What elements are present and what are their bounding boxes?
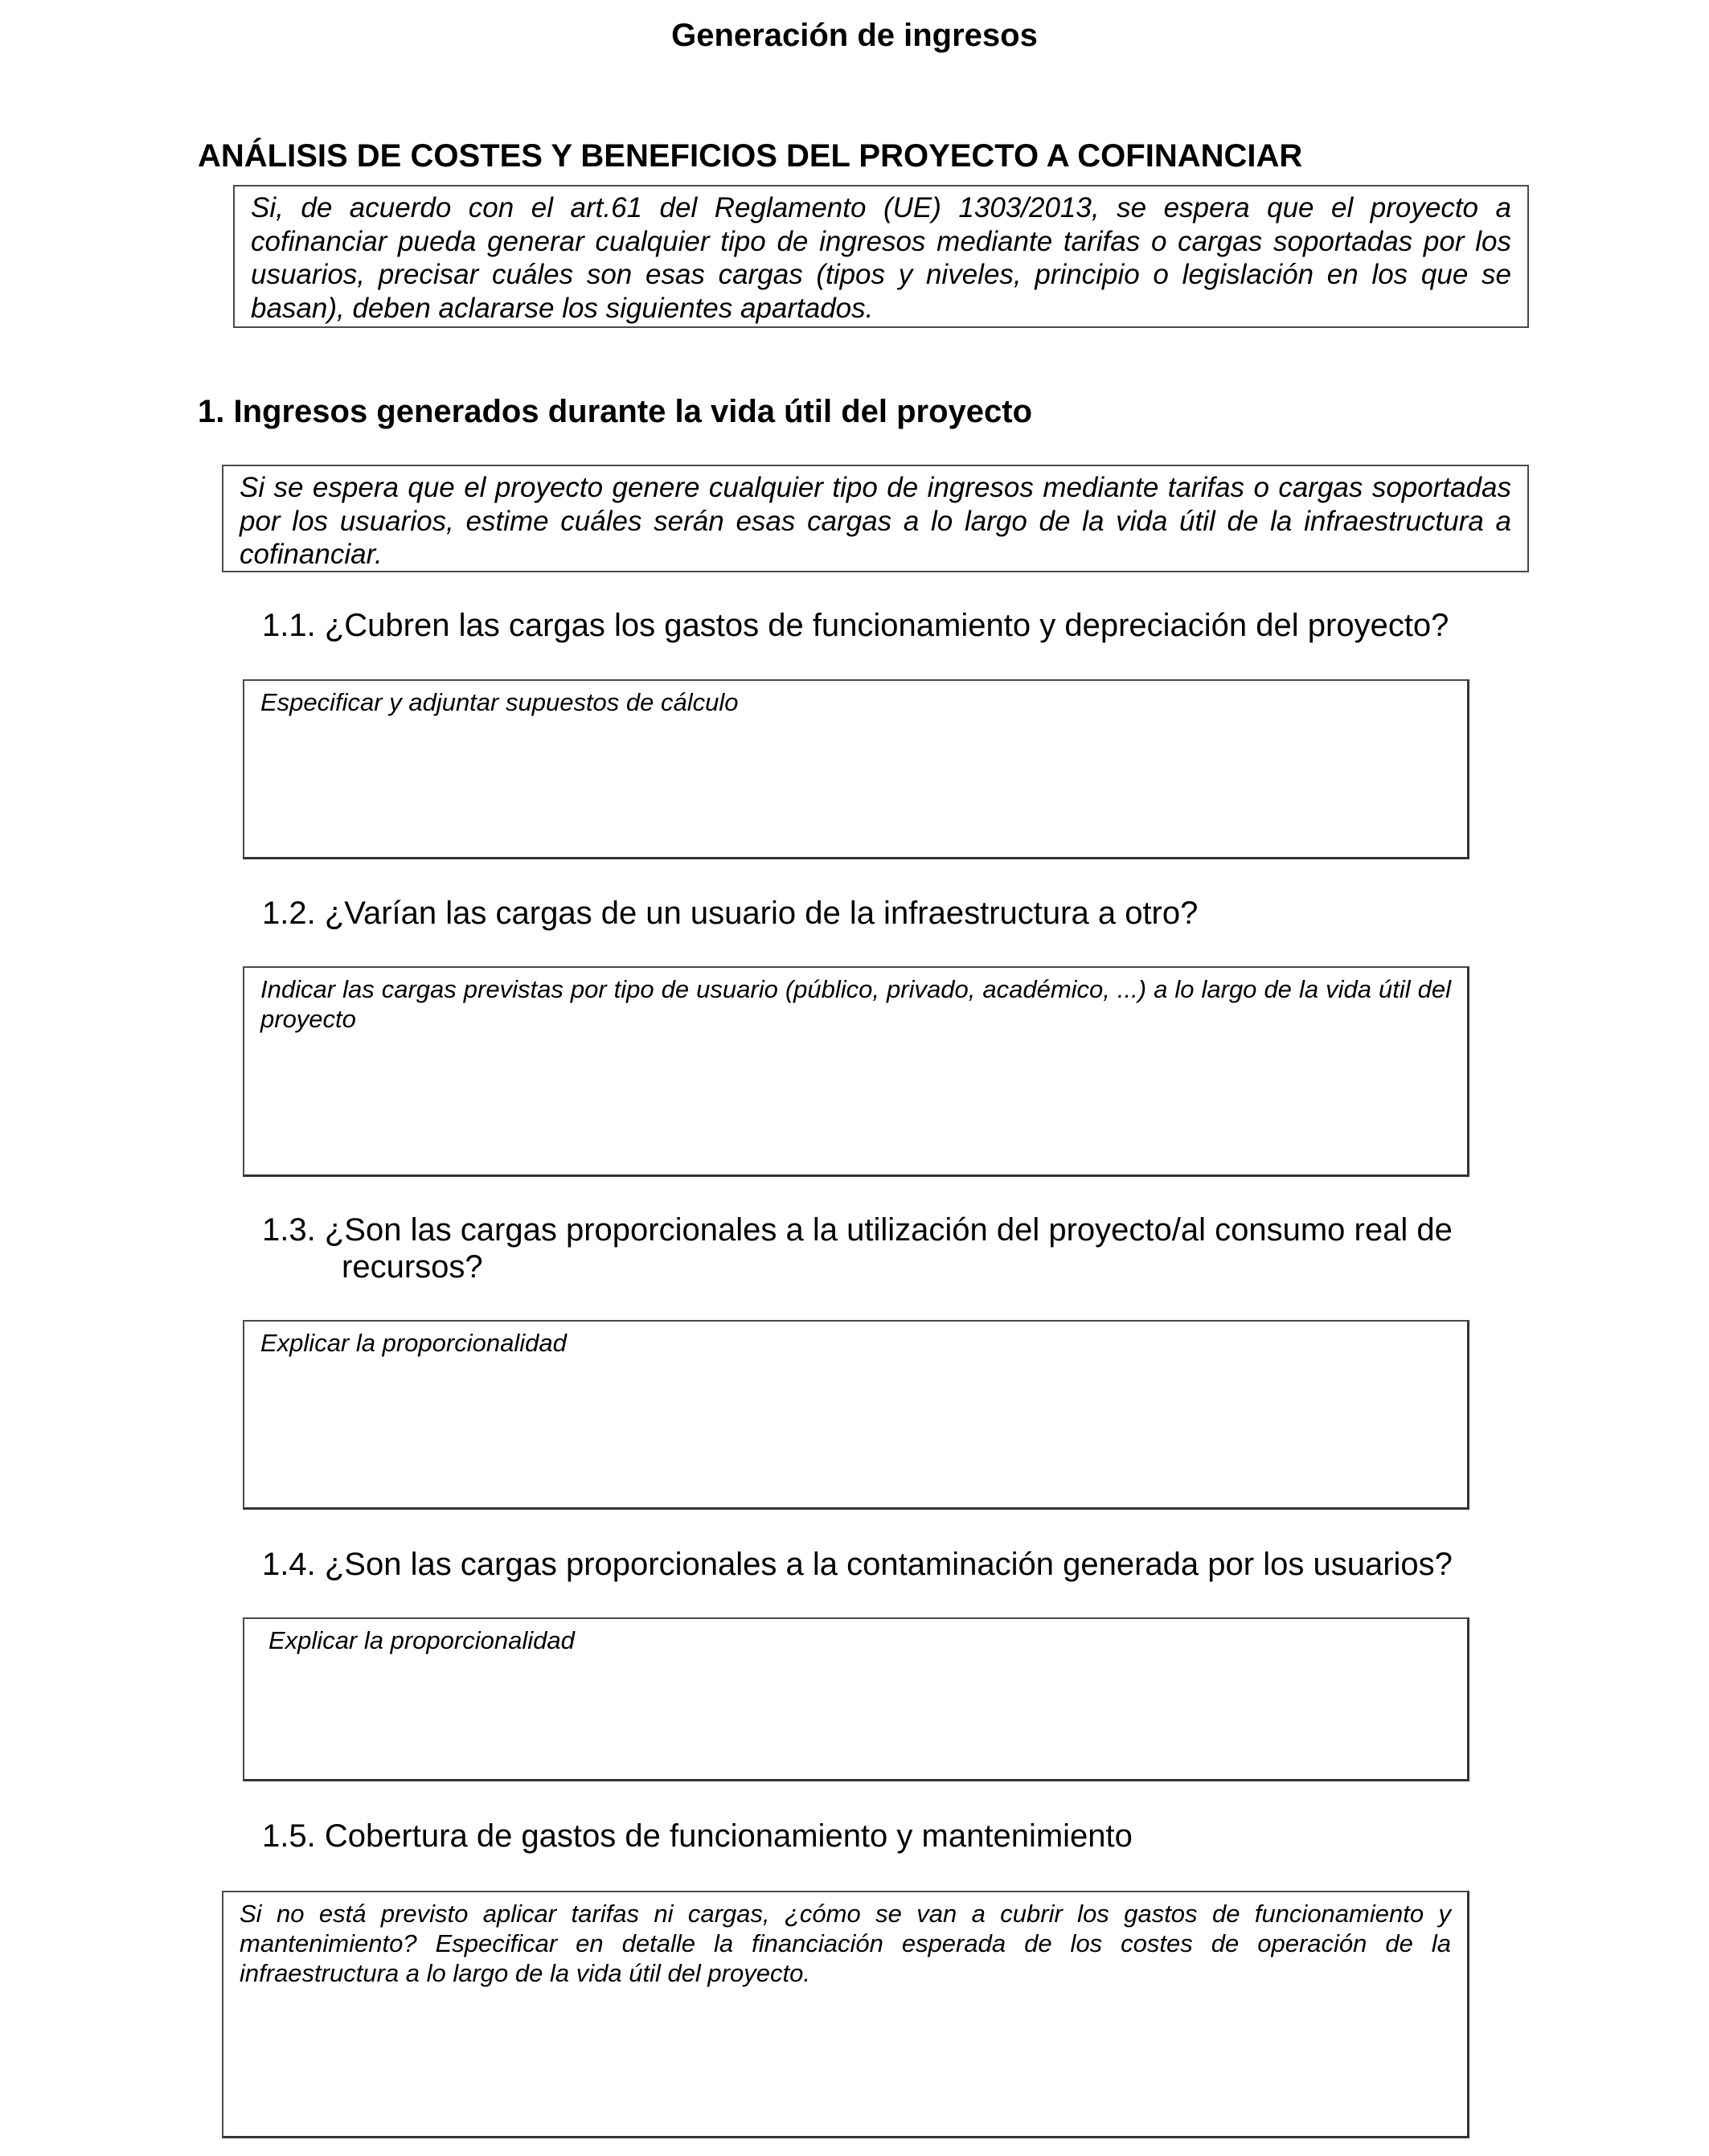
question-1-5 [262,1818,1133,1855]
answer-box-1-1[interactable]: Especificar y adjuntar supuestos de cálculo [243,679,1469,859]
answer-box-1-5[interactable]: Si no está previsto aplicar tarifas ni cargas, ¿cómo se van a cubrir los gastos de funcionamiento y mantenimiento? Especificar en detalle la financiación esperada de los costes de operación de la infraestructura a lo largo de la vida útil del proyecto. [222,1891,1469,2138]
question-1-5-text: Cobertura de gastos de funcionamiento y mantenimiento [324,1818,1133,1854]
question-1-3-continuation: recursos? [342,1249,483,1285]
question-1-5-number: 1.5. [262,1818,316,1854]
question-1-2 [262,896,1198,932]
question-1-1-text: ¿Cubren las cargas los gastos de funcionamiento y depreciación del proyecto? [324,608,1449,643]
question-1-1 [262,608,1449,644]
page-title: Generación de ingresos [671,18,1038,53]
answer-box-1-4[interactable]: Explicar la proporcionalidad [243,1617,1469,1781]
question-1-4 [262,1547,1453,1583]
answer-box-1-2[interactable]: Indicar las cargas previstas por tipo de usuario (público, privado, académico, ...) a lo largo de la vida útil del proyecto [243,966,1469,1177]
question-1-3-text: ¿Son las cargas proporcionales a la utilización del proyecto/al consumo real de [324,1212,1453,1248]
question-1-2-text: ¿Varían las cargas de un usuario de la infraestructura a otro? [324,896,1199,931]
question-1-4-text: ¿Son las cargas proporcionales a la contaminación generada por los usuarios? [324,1547,1453,1582]
question-1-4-number: 1.4. [262,1547,316,1582]
intro-note-box: Si, de acuerdo con el art.61 del Reglamento (UE) 1303/2013, se espera que el proyecto a cofinanciar pueda generar cualquier tipo de ingresos mediante tarifas o cargas soportadas por los usuarios, precisar cuáles son esas cargas (tipos y niveles, principio o legislación en los que se basan), deben aclararse los siguientes apartados. [233,185,1529,328]
answer-box-1-3[interactable]: Explicar la proporcionalidad [243,1320,1469,1510]
question-1-3 [262,1212,1453,1248]
section-heading: ANÁLISIS DE COSTES Y BENEFICIOS DEL PROYECTO A COFINANCIAR [198,138,1303,174]
section-1-note-box: Si se espera que el proyecto genere cualquier tipo de ingresos mediante tarifas o cargas soportadas por los usuarios, estime cuáles serán esas cargas a lo largo de la vida útil de la infraestructura a cofinanciar. [222,465,1529,572]
question-1-3-number: 1.3. [262,1212,316,1248]
question-1-2-number: 1.2. [262,896,316,931]
section-1-heading: 1. Ingresos generados durante la vida útil del proyecto [198,394,1033,429]
question-1-1-number: 1.1. [262,608,316,643]
